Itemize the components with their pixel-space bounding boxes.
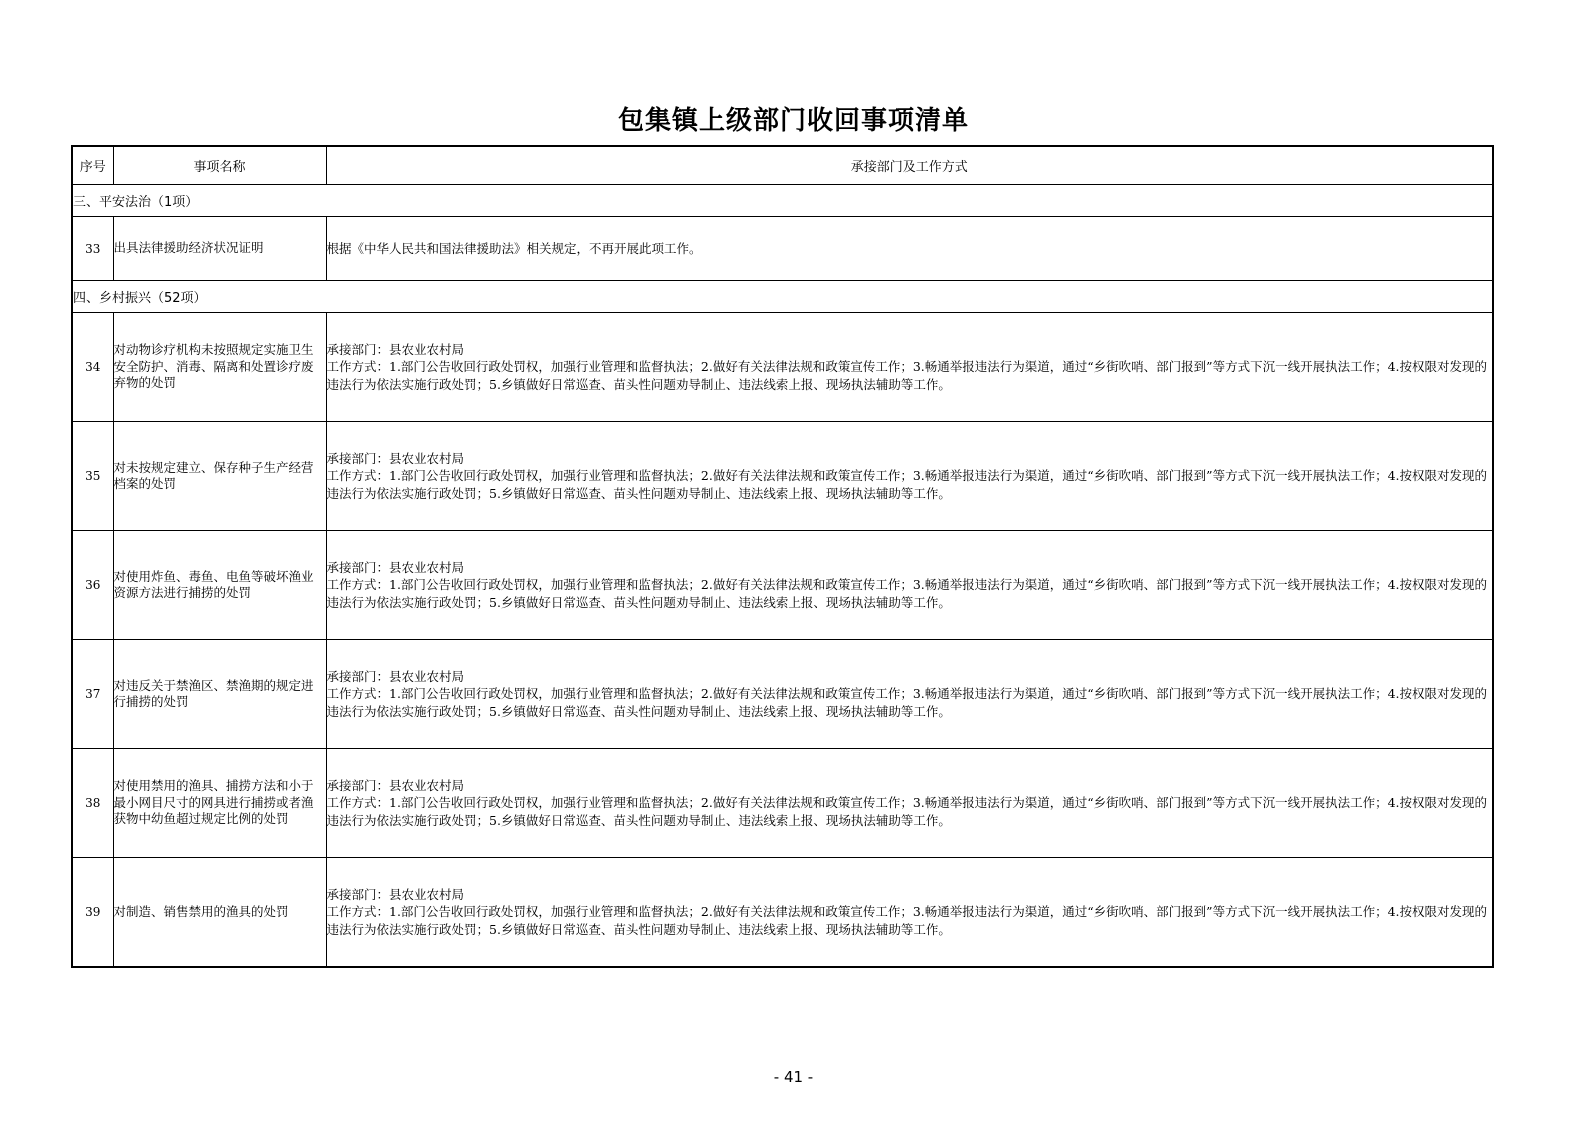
row-dept-line: 承接部门：县农业农村局 bbox=[326, 450, 465, 466]
row-method-text: 工作方式：1.部门公告收回行政处罚权，加强行业管理和监督执法；2.做好有关法律法规和政策宣传工作；3.畅通举报违法行为渠道，通过“乡街吹哨、部门报到”等方式下沉一线开展执法工作；4.按权限对发现的违法行为依法实施行政处罚；5.乡镇做好日常巡查、苗头性问题劝导制止、违法线索上报、现场执法辅助等工作。 bbox=[326, 359, 1487, 392]
row-index: 38 bbox=[72, 749, 113, 858]
table-row bbox=[72, 217, 1493, 281]
col-header-name: 事项名称 bbox=[113, 146, 326, 185]
row-item-name: 对使用禁用的渔具、捕捞方法和小于最小网目尺寸的网具进行捕捞或者渔获物中幼鱼超过规定比例的处罚 bbox=[113, 749, 326, 858]
col-header-index: 序号 bbox=[72, 146, 113, 185]
row-method-text: 工作方式：1.部门公告收回行政处罚权，加强行业管理和监督执法；2.做好有关法律法规和政策宣传工作；3.畅通举报违法行为渠道，通过“乡街吹哨、部门报到”等方式下沉一线开展执法工作；4.按权限对发现的违法行为依法实施行政处罚；5.乡镇做好日常巡查、苗头性问题劝导制止、违法线索上报、现场执法辅助等工作。 bbox=[326, 795, 1487, 828]
col-header-dept: 承接部门及工作方式 bbox=[326, 146, 1493, 185]
section-heading-row bbox=[72, 185, 1493, 217]
table-row bbox=[72, 858, 1493, 968]
row-dept-method bbox=[326, 422, 1493, 531]
page-number: - 41 - bbox=[773, 1068, 814, 1086]
row-dept-line: 承接部门：县农业农村局 bbox=[326, 668, 465, 684]
row-item-name: 对动物诊疗机构未按照规定实施卫生安全防护、消毒、隔离和处置诊疗废弃物的处罚 bbox=[113, 313, 326, 422]
table-header-row bbox=[72, 146, 1493, 185]
row-method-text: 工作方式：1.部门公告收回行政处罚权，加强行业管理和监督执法；2.做好有关法律法规和政策宣传工作；3.畅通举报违法行为渠道，通过“乡街吹哨、部门报到”等方式下沉一线开展执法工作；4.按权限对发现的违法行为依法实施行政处罚；5.乡镇做好日常巡查、苗头性问题劝导制止、违法线索上报、现场执法辅助等工作。 bbox=[326, 577, 1487, 610]
row-dept-method bbox=[326, 749, 1493, 858]
table-row bbox=[72, 422, 1493, 531]
row-item-name: 出具法律援助经济状况证明 bbox=[113, 217, 326, 281]
table-row bbox=[72, 313, 1493, 422]
table-row bbox=[72, 640, 1493, 749]
row-item-name: 对使用炸鱼、毒鱼、电鱼等破坏渔业资源方法进行捕捞的处罚 bbox=[113, 531, 326, 640]
row-dept-line: 承接部门：县农业农村局 bbox=[326, 777, 465, 793]
row-index: 35 bbox=[72, 422, 113, 531]
row-item-name: 对制造、销售禁用的渔具的处罚 bbox=[113, 858, 326, 968]
row-item-name: 对违反关于禁渔区、禁渔期的规定进行捕捞的处罚 bbox=[113, 640, 326, 749]
items-table bbox=[71, 145, 1494, 968]
row-dept-line: 承接部门：县农业农村局 bbox=[326, 886, 465, 902]
table-row bbox=[72, 749, 1493, 858]
row-dept-line: 承接部门：县农业农村局 bbox=[326, 341, 465, 357]
row-item-name: 对未按规定建立、保存种子生产经营档案的处罚 bbox=[113, 422, 326, 531]
section-heading: 三、平安法治（1项） bbox=[72, 185, 1493, 217]
row-dept-method bbox=[326, 640, 1493, 749]
row-method-text: 工作方式：1.部门公告收回行政处罚权，加强行业管理和监督执法；2.做好有关法律法规和政策宣传工作；3.畅通举报违法行为渠道，通过“乡街吹哨、部门报到”等方式下沉一线开展执法工作；4.按权限对发现的违法行为依法实施行政处罚；5.乡镇做好日常巡查、苗头性问题劝导制止、违法线索上报、现场执法辅助等工作。 bbox=[326, 686, 1487, 719]
row-dept-method bbox=[326, 858, 1493, 968]
section-heading: 四、乡村振兴（52项） bbox=[72, 281, 1493, 313]
row-index: 36 bbox=[72, 531, 113, 640]
row-dept-line: 承接部门：县农业农村局 bbox=[326, 559, 465, 575]
row-index: 37 bbox=[72, 640, 113, 749]
section-heading-row bbox=[72, 281, 1493, 313]
row-index: 34 bbox=[72, 313, 113, 422]
row-dept-method bbox=[326, 531, 1493, 640]
table-row bbox=[72, 531, 1493, 640]
row-dept-method bbox=[326, 313, 1493, 422]
row-method-text: 根据《中华人民共和国法律援助法》相关规定，不再开展此项工作。 bbox=[326, 240, 702, 256]
row-method-text: 工作方式：1.部门公告收回行政处罚权，加强行业管理和监督执法；2.做好有关法律法规和政策宣传工作；3.畅通举报违法行为渠道，通过“乡街吹哨、部门报到”等方式下沉一线开展执法工作；4.按权限对发现的违法行为依法实施行政处罚；5.乡镇做好日常巡查、苗头性问题劝导制止、违法线索上报、现场执法辅助等工作。 bbox=[326, 468, 1487, 501]
row-method bbox=[326, 217, 1493, 281]
page-title: 包集镇上级部门收回事项清单 bbox=[617, 106, 969, 136]
row-index: 33 bbox=[72, 217, 113, 281]
row-index: 39 bbox=[72, 858, 113, 968]
row-method-text: 工作方式：1.部门公告收回行政处罚权，加强行业管理和监督执法；2.做好有关法律法规和政策宣传工作；3.畅通举报违法行为渠道，通过“乡街吹哨、部门报到”等方式下沉一线开展执法工作；4.按权限对发现的违法行为依法实施行政处罚；5.乡镇做好日常巡查、苗头性问题劝导制止、违法线索上报、现场执法辅助等工作。 bbox=[326, 904, 1487, 937]
